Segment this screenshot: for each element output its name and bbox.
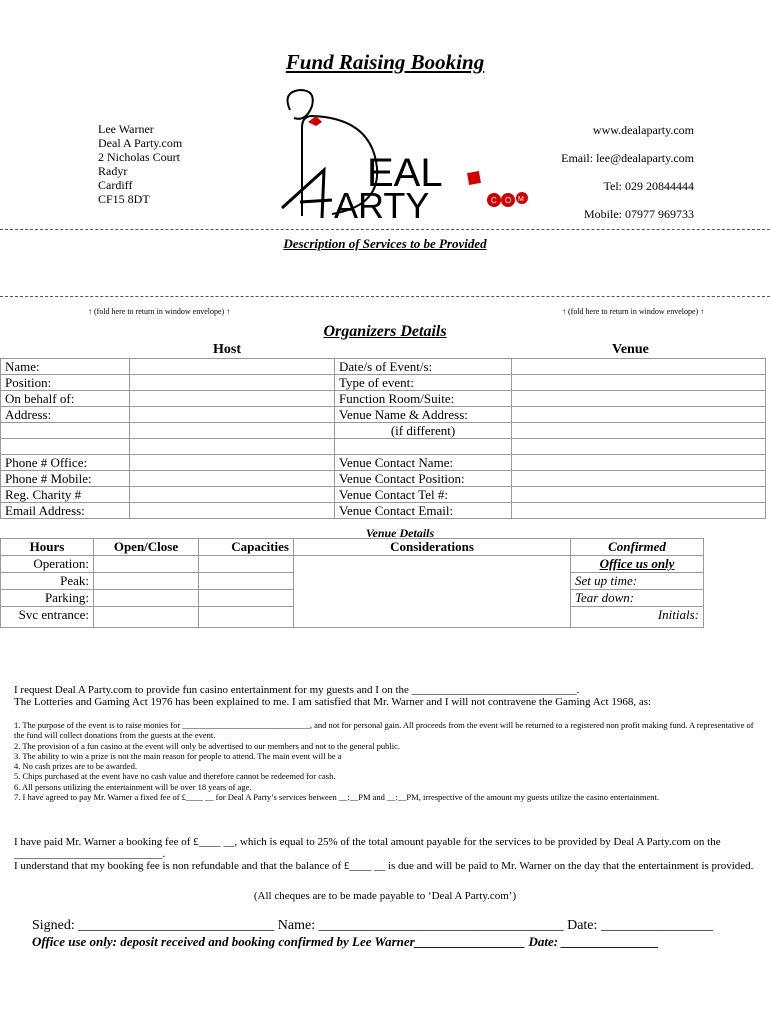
host-heading: Host <box>213 342 241 357</box>
address-line: Cardiff <box>98 178 133 192</box>
condition-item: 3. The ability to win a prize is not the main reason for people to attend. The main event will be a <box>14 750 342 761</box>
host-field-label: Position: <box>1 375 130 391</box>
non-refundable-line: I understand that my booking fee is non refundable and that the balance of £____ __ is due and will be paid to Mr. Warner on the day that the entertainment is provided. <box>14 860 754 872</box>
deal-a-party-logo <box>272 88 528 224</box>
fee-paragraph <box>14 836 756 872</box>
fold-divider <box>0 296 770 297</box>
considerations-header: Considerations <box>294 539 571 556</box>
address-line: Radyr <box>98 164 128 178</box>
table-row <box>1 423 766 439</box>
host-field-value[interactable] <box>130 407 335 423</box>
confirmed-header: Confirmed <box>571 539 704 556</box>
host-field-value[interactable] <box>130 423 335 439</box>
office-only-label: Office us only <box>571 556 704 573</box>
open-close-cell[interactable] <box>94 573 199 590</box>
host-field-label: Phone # Office: <box>1 455 130 471</box>
condition-item: 2. The provision of a fun casino at the event will only be advertised to our members and not to the general public. <box>14 740 401 751</box>
venue-field-value[interactable] <box>512 375 766 391</box>
capacities-header: Capacities <box>199 539 294 556</box>
venue-field-label: Venue Name & Address: <box>335 407 512 423</box>
logo-arty-text: ARTY <box>334 185 430 224</box>
logo-dot-letter: M <box>518 196 524 203</box>
address-line: Lee Warner <box>98 122 154 136</box>
table-row <box>1 471 766 487</box>
table-row <box>1 375 766 391</box>
lotteries-line: The Lotteries and Gaming Act 1976 has been explained to me. I am satisfied that Mr. Warner and I will not contravene the Gaming Act 1968, as: <box>14 696 652 708</box>
venue-field-value[interactable] <box>512 487 766 503</box>
row-label: Svc entrance: <box>1 607 94 628</box>
table-row <box>1 439 766 455</box>
table-row <box>1 503 766 519</box>
conditions-list <box>14 720 756 802</box>
open-close-cell[interactable] <box>94 607 199 628</box>
cheques-note: (All cheques are to be made payable to ‘Deal A Party.com’) <box>253 890 517 902</box>
table-row <box>1 556 704 573</box>
table-row <box>1 359 766 375</box>
host-field-value[interactable] <box>130 471 335 487</box>
address-line: Deal A Party.com <box>98 136 183 150</box>
contact-info <box>561 123 694 235</box>
venue-field-label: (if different) <box>335 423 512 439</box>
capacity-cell[interactable] <box>199 590 294 607</box>
venue-field-value[interactable] <box>512 455 766 471</box>
open-close-cell[interactable] <box>94 590 199 607</box>
condition-item: 5. Chips purchased at the event have no cash value and therefore cannot be redeemed for cash. <box>14 771 336 782</box>
host-field-value[interactable] <box>130 439 335 455</box>
sender-address <box>98 122 182 206</box>
capacity-cell[interactable] <box>199 556 294 573</box>
venue-field-value[interactable] <box>512 407 766 423</box>
open-close-header: Open/Close <box>94 539 199 556</box>
venue-field-value[interactable] <box>512 359 766 375</box>
office-use-line: Office use only: deposit received and booking confirmed by Lee Warner_________________ Date: _______________ <box>32 934 659 949</box>
host-field-label: Phone # Mobile: <box>1 471 130 487</box>
host-field-value[interactable] <box>130 391 335 407</box>
request-paragraph <box>14 684 756 708</box>
organizers-heading: Organizers Details <box>323 323 447 340</box>
host-field-label <box>1 439 130 455</box>
document-title: Fund Raising Booking <box>285 50 485 74</box>
condition-item: 7. I have agreed to pay Mr. Warner a fixed fee of £____ __ for Deal A Party’s services between __:__PM and __:__PM, irrespective of the amount my guests utilize the casino entertainment. <box>14 792 659 803</box>
venue-field-value[interactable] <box>512 391 766 407</box>
signature-line[interactable]: Signed: ____________________________ Name: ___________________________________ Date: ________________ <box>32 918 713 933</box>
host-field-value[interactable] <box>130 359 335 375</box>
venue-table-header <box>1 539 704 556</box>
host-field-label: Reg. Charity # <box>1 487 130 503</box>
venue-field-label: Type of event: <box>335 375 512 391</box>
host-field-label: Name: <box>1 359 130 375</box>
venue-field-value[interactable] <box>512 423 766 439</box>
email-text: Email: lee@dealaparty.com <box>561 151 694 165</box>
condition-item: 1. The purpose of the event is to raise monies for ______________________________, and not for personal gain. All proceeds from the event will be returned to a registered non profit making fund. A representative of the fund will collect donations from the guests at the event. <box>14 720 754 741</box>
host-field-label <box>1 423 130 439</box>
booking-fee-line: I have paid Mr. Warner a booking fee of £____ __, which is equal to 25% of the total amount payable for the services to be provided by Deal A Party.com on the ___________________________. <box>14 836 721 860</box>
venue-field-value[interactable] <box>512 471 766 487</box>
condition-item: 4. No cash prizes are to be awarded. <box>14 761 137 772</box>
host-field-value[interactable] <box>130 503 335 519</box>
venue-field-label: Date/s of Event/s: <box>335 359 512 375</box>
venue-field-label: Function Room/Suite: <box>335 391 512 407</box>
host-field-label: On behalf of: <box>1 391 130 407</box>
setup-time-label: Set up time: <box>571 573 704 590</box>
fold-note: ↑ (fold here to return in window envelope) ↑ <box>88 307 231 316</box>
venue-field-label: Venue Contact Position: <box>335 471 512 487</box>
fold-note: ↑ (fold here to return in window envelope) ↑ <box>562 307 705 316</box>
logo-dot-letter: O <box>505 196 512 205</box>
venue-field-label <box>335 439 512 455</box>
host-field-label: Email Address: <box>1 503 130 519</box>
request-line: I request Deal A Party.com to provide fun casino entertainment for my guests and I on the ______________________________. <box>14 684 580 696</box>
venue-field-label: Venue Contact Email: <box>335 503 512 519</box>
phone-text: Tel: 029 20844444 <box>603 179 694 193</box>
host-field-value[interactable] <box>130 487 335 503</box>
capacity-cell[interactable] <box>199 607 294 628</box>
host-field-value[interactable] <box>130 455 335 471</box>
initials-label: Initials: <box>571 607 704 628</box>
venue-details-heading: Venue Details <box>365 526 435 540</box>
fold-divider <box>0 229 770 230</box>
host-field-label: Address: <box>1 407 130 423</box>
venue-field-label: Venue Contact Tel #: <box>335 487 512 503</box>
venue-field-label: Venue Contact Name: <box>335 455 512 471</box>
venue-field-value[interactable] <box>512 439 766 455</box>
address-line: CF15 8DT <box>98 192 150 206</box>
row-label: Peak: <box>1 573 94 590</box>
table-row <box>1 455 766 471</box>
address-line: 2 Nicholas Court <box>98 150 180 164</box>
logo-dot-letter: C <box>491 196 497 205</box>
table-row <box>1 391 766 407</box>
host-field-value[interactable] <box>130 375 335 391</box>
logo-eal-text: EAL <box>367 151 443 195</box>
website-text: www.dealaparty.com <box>592 123 694 137</box>
venue-field-value[interactable] <box>512 503 766 519</box>
condition-item: 6. All persons utilizing the entertainment will be over 18 years of age. <box>14 781 252 792</box>
services-heading: Description of Services to be Provided <box>283 236 487 251</box>
considerations-cell[interactable] <box>294 556 571 628</box>
venue-details-table <box>0 538 704 628</box>
tear-down-label: Tear down: <box>571 590 704 607</box>
table-row <box>1 407 766 423</box>
row-label: Parking: <box>1 590 94 607</box>
table-row <box>1 487 766 503</box>
organizers-table <box>0 358 766 519</box>
mobile-text: Mobile: 07977 969733 <box>584 207 694 221</box>
hours-header: Hours <box>1 539 94 556</box>
venue-heading: Venue <box>612 342 649 357</box>
capacity-cell[interactable] <box>199 573 294 590</box>
open-close-cell[interactable] <box>94 556 199 573</box>
row-label: Operation: <box>1 556 94 573</box>
